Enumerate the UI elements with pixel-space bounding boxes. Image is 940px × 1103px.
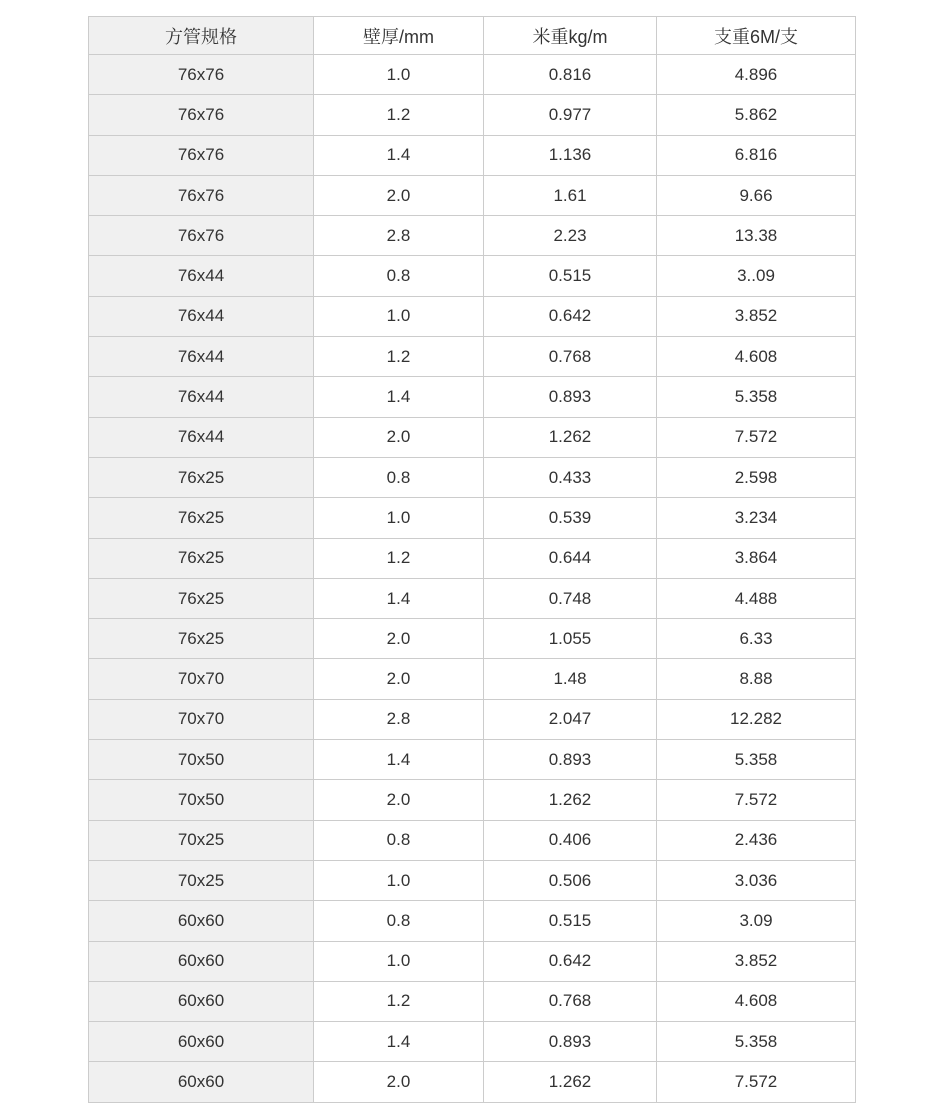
spec-table xyxy=(88,16,856,1103)
column-header-thickness: 壁厚/mm xyxy=(314,17,484,55)
table-row xyxy=(89,457,856,497)
piece-weight-cell: 3.852 xyxy=(657,296,856,336)
spec-table-container xyxy=(88,16,856,1103)
meter-weight-cell: 1.055 xyxy=(484,619,657,659)
meter-weight-cell: 0.893 xyxy=(484,740,657,780)
meter-weight-cell: 0.506 xyxy=(484,860,657,900)
meter-weight-cell: 0.816 xyxy=(484,55,657,95)
spec-cell: 70x25 xyxy=(89,860,314,900)
table-row xyxy=(89,820,856,860)
piece-weight-cell: 2.436 xyxy=(657,820,856,860)
table-row xyxy=(89,659,856,699)
piece-weight-cell: 5.358 xyxy=(657,377,856,417)
piece-weight-cell: 4.608 xyxy=(657,981,856,1021)
table-row xyxy=(89,619,856,659)
meter-weight-cell: 1.61 xyxy=(484,175,657,215)
table-row xyxy=(89,95,856,135)
thickness-cell: 2.0 xyxy=(314,175,484,215)
thickness-cell: 2.8 xyxy=(314,216,484,256)
piece-weight-cell: 5.358 xyxy=(657,740,856,780)
spec-cell: 76x76 xyxy=(89,95,314,135)
table-row xyxy=(89,1062,856,1102)
header-row xyxy=(89,17,856,55)
thickness-cell: 2.0 xyxy=(314,780,484,820)
spec-cell: 76x25 xyxy=(89,457,314,497)
meter-weight-cell: 0.893 xyxy=(484,1022,657,1062)
spec-cell: 76x25 xyxy=(89,619,314,659)
spec-cell: 60x60 xyxy=(89,1022,314,1062)
thickness-cell: 1.0 xyxy=(314,55,484,95)
spec-cell: 76x25 xyxy=(89,538,314,578)
table-row xyxy=(89,256,856,296)
meter-weight-cell: 1.136 xyxy=(484,135,657,175)
piece-weight-cell: 4.896 xyxy=(657,55,856,95)
table-row xyxy=(89,55,856,95)
meter-weight-cell: 0.433 xyxy=(484,457,657,497)
spec-cell: 76x76 xyxy=(89,135,314,175)
meter-weight-cell: 0.977 xyxy=(484,95,657,135)
meter-weight-cell: 0.406 xyxy=(484,820,657,860)
thickness-cell: 1.4 xyxy=(314,377,484,417)
spec-cell: 60x60 xyxy=(89,1062,314,1102)
spec-cell: 70x70 xyxy=(89,659,314,699)
meter-weight-cell: 0.515 xyxy=(484,901,657,941)
meter-weight-cell: 0.768 xyxy=(484,337,657,377)
table-row xyxy=(89,740,856,780)
meter-weight-cell: 0.515 xyxy=(484,256,657,296)
spec-cell: 70x70 xyxy=(89,699,314,739)
thickness-cell: 1.0 xyxy=(314,498,484,538)
thickness-cell: 1.4 xyxy=(314,1022,484,1062)
meter-weight-cell: 0.642 xyxy=(484,296,657,336)
piece-weight-cell: 9.66 xyxy=(657,175,856,215)
spec-cell: 60x60 xyxy=(89,901,314,941)
piece-weight-cell: 6.33 xyxy=(657,619,856,659)
table-row xyxy=(89,175,856,215)
thickness-cell: 1.4 xyxy=(314,135,484,175)
piece-weight-cell: 7.572 xyxy=(657,417,856,457)
piece-weight-cell: 5.862 xyxy=(657,95,856,135)
meter-weight-cell: 0.768 xyxy=(484,981,657,1021)
piece-weight-cell: 3.864 xyxy=(657,538,856,578)
meter-weight-cell: 2.047 xyxy=(484,699,657,739)
column-header-meter-weight: 米重kg/m xyxy=(484,17,657,55)
meter-weight-cell: 0.642 xyxy=(484,941,657,981)
table-row xyxy=(89,941,856,981)
piece-weight-cell: 4.488 xyxy=(657,578,856,618)
meter-weight-cell: 1.262 xyxy=(484,1062,657,1102)
thickness-cell: 1.2 xyxy=(314,337,484,377)
thickness-cell: 1.2 xyxy=(314,538,484,578)
piece-weight-cell: 3.036 xyxy=(657,860,856,900)
spec-cell: 76x44 xyxy=(89,296,314,336)
thickness-cell: 1.4 xyxy=(314,740,484,780)
meter-weight-cell: 0.893 xyxy=(484,377,657,417)
table-row xyxy=(89,377,856,417)
table-row xyxy=(89,1022,856,1062)
table-row xyxy=(89,498,856,538)
spec-cell: 70x50 xyxy=(89,740,314,780)
thickness-cell: 2.0 xyxy=(314,659,484,699)
column-header-piece-weight: 支重6M/支 xyxy=(657,17,856,55)
spec-cell: 70x25 xyxy=(89,820,314,860)
piece-weight-cell: 7.572 xyxy=(657,1062,856,1102)
piece-weight-cell: 12.282 xyxy=(657,699,856,739)
spec-table-body xyxy=(89,55,856,1103)
table-row xyxy=(89,981,856,1021)
spec-cell: 76x25 xyxy=(89,498,314,538)
spec-cell: 76x44 xyxy=(89,377,314,417)
meter-weight-cell: 0.539 xyxy=(484,498,657,538)
table-row xyxy=(89,538,856,578)
thickness-cell: 1.0 xyxy=(314,860,484,900)
meter-weight-cell: 2.23 xyxy=(484,216,657,256)
meter-weight-cell: 0.644 xyxy=(484,538,657,578)
thickness-cell: 1.0 xyxy=(314,941,484,981)
spec-cell: 76x44 xyxy=(89,256,314,296)
piece-weight-cell: 13.38 xyxy=(657,216,856,256)
table-row xyxy=(89,699,856,739)
piece-weight-cell: 3..09 xyxy=(657,256,856,296)
thickness-cell: 0.8 xyxy=(314,457,484,497)
spec-cell: 70x50 xyxy=(89,780,314,820)
spec-cell: 76x25 xyxy=(89,578,314,618)
thickness-cell: 2.8 xyxy=(314,699,484,739)
thickness-cell: 2.0 xyxy=(314,417,484,457)
table-row xyxy=(89,337,856,377)
piece-weight-cell: 4.608 xyxy=(657,337,856,377)
spec-cell: 60x60 xyxy=(89,941,314,981)
spec-table-head xyxy=(89,17,856,55)
thickness-cell: 0.8 xyxy=(314,820,484,860)
piece-weight-cell: 6.816 xyxy=(657,135,856,175)
spec-cell: 76x76 xyxy=(89,216,314,256)
meter-weight-cell: 1.48 xyxy=(484,659,657,699)
table-row xyxy=(89,901,856,941)
table-row xyxy=(89,216,856,256)
column-header-spec: 方管规格 xyxy=(89,17,314,55)
spec-cell: 76x76 xyxy=(89,55,314,95)
thickness-cell: 1.2 xyxy=(314,981,484,1021)
table-row xyxy=(89,417,856,457)
meter-weight-cell: 1.262 xyxy=(484,417,657,457)
piece-weight-cell: 7.572 xyxy=(657,780,856,820)
piece-weight-cell: 2.598 xyxy=(657,457,856,497)
piece-weight-cell: 8.88 xyxy=(657,659,856,699)
table-row xyxy=(89,860,856,900)
thickness-cell: 2.0 xyxy=(314,1062,484,1102)
thickness-cell: 0.8 xyxy=(314,901,484,941)
piece-weight-cell: 5.358 xyxy=(657,1022,856,1062)
spec-cell: 76x44 xyxy=(89,337,314,377)
thickness-cell: 2.0 xyxy=(314,619,484,659)
table-row xyxy=(89,135,856,175)
thickness-cell: 1.0 xyxy=(314,296,484,336)
piece-weight-cell: 3.09 xyxy=(657,901,856,941)
meter-weight-cell: 0.748 xyxy=(484,578,657,618)
spec-cell: 60x60 xyxy=(89,981,314,1021)
meter-weight-cell: 1.262 xyxy=(484,780,657,820)
spec-cell: 76x44 xyxy=(89,417,314,457)
spec-cell: 76x76 xyxy=(89,175,314,215)
piece-weight-cell: 3.852 xyxy=(657,941,856,981)
thickness-cell: 1.2 xyxy=(314,95,484,135)
table-row xyxy=(89,578,856,618)
thickness-cell: 0.8 xyxy=(314,256,484,296)
table-row xyxy=(89,780,856,820)
table-row xyxy=(89,296,856,336)
piece-weight-cell: 3.234 xyxy=(657,498,856,538)
thickness-cell: 1.4 xyxy=(314,578,484,618)
